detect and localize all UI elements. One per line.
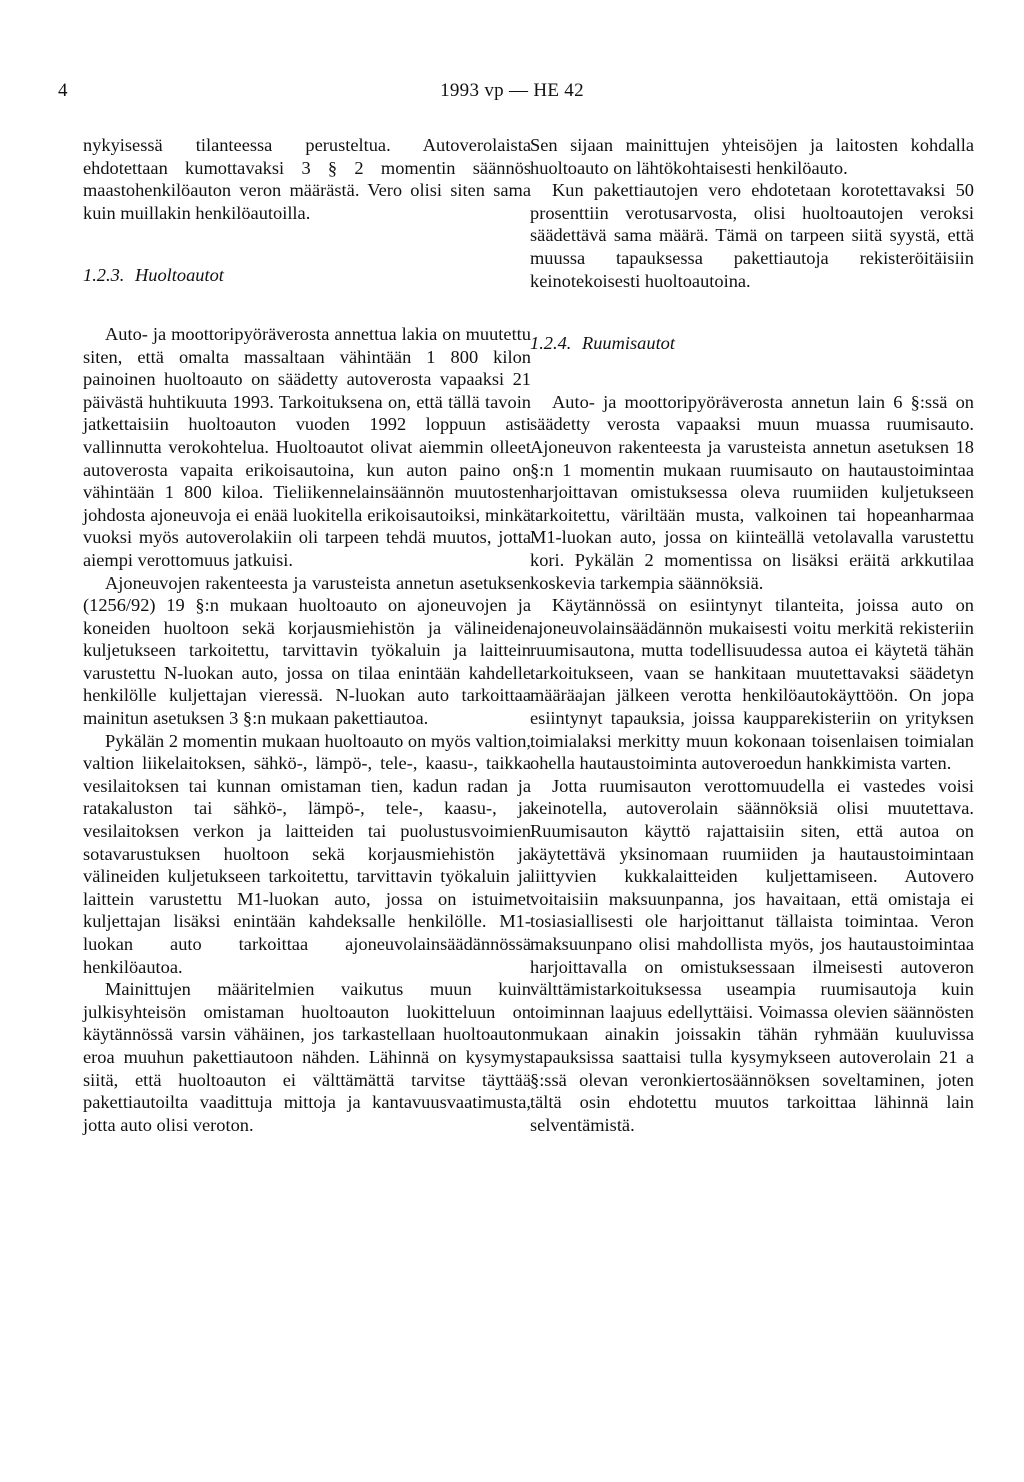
- section-heading-huoltoautot: [83, 264, 531, 287]
- running-head: 1993 vp — HE 42: [440, 80, 584, 101]
- section-heading-ruumisautot: [530, 332, 974, 355]
- paragraph: Jotta ruumisauton verottomuudella ei vastedes voisi keinotella, autoverolain säännöksiä olisi muutettava. Ruumisauton käyttö rajattaisiin siten, että autoa on käytettävä yksinomaan ruumiiden ja hautaustoimintaan liittyvien kukkalaitteiden kuljettamiseen. Autovero voitaisiin maksuunpanna, jos havaitaan, että omistaja ei tosiasiallisesti ole harjoittanut tällaista toimintaa. Veron maksuunpano olisi mahdollista myös, jos hautaustoimintaa harjoittavalla on omistuksessaan ilmeisesti autoveron välttämistarkoituksessa useampia ruumisautoja kuin toiminnan laajuus edellyttäisi. Voimassa olevien säännösten mukaan ainakin joissakin tähän ryhmään kuuluvissa tapauksissa saattaisi tulla kysymykseen autoverolain 21 a §:ssä olevan veronkiertosäännöksen soveltaminen, joten tältä osin ehdotettu muutos tarkoittaa lähinnä lain selventämistä.: [530, 775, 974, 1135]
- left-column: [83, 134, 531, 1136]
- paragraph: Kun pakettiautojen vero ehdotetaan korotettavaksi 50 prosenttiin verotusarvosta, olisi huoltoautojen veroksi säädettävä sama määrä. Tämä on tarpeen siitä syystä, että muussa tapauksessa pakettiautoja rekisteröitäisiin keinotekoisesti huoltoautoina.: [530, 180, 974, 291]
- section-number: 1.2.3.: [83, 265, 125, 286]
- section-title: Ruumisautot: [582, 333, 675, 354]
- paragraph: Auto- ja moottoripyöräverosta annettua lakia on muutettu siten, että omalta massaltaan vähintään 1 800 kilon painoinen huoltoauto on säädetty autoverosta vapaaksi 21 päivästä huhtikuuta 1993. Tarkoituksena on, että tällä tavoin jatkettaisiin huoltoauton vuoden 1992 loppuun asti vallinnutta verokohtelua. Huoltoautot olivat aiemmin olleet autoverosta vapaita erikoisautoina, kun auton paino on vähintään 1 800 kiloa. Tieliikennelainsäännön muutosten johdosta ajoneuvoja ei enää luokitella erikoisautoiksi, minkä vuoksi myös autoverolakiin oli tarpeen tehdä muutos, jotta aiempi verottomuus jatkuisi.: [83, 323, 531, 570]
- paragraph: Mainittujen määritelmien vaikutus muun kuin julkisyhteisön omistaman huoltoauton luokitteluun on käytännössä varsin vähäinen, jos tarkastellaan huoltoauton eroa muuhun pakettiautoon nähden. Lähinnä on kysymys siitä, että huoltoauton ei välttämättä tarvitse täyttää pakettiautoilta vaadittuja mittoja ja kantavuusvaatimusta, jotta auto olisi veroton.: [83, 979, 531, 1135]
- paragraph: Sen sijaan mainittujen yhteisöjen ja laitosten kohdalla huoltoauto on lähtökohtaisesti henkilöauto.: [530, 135, 974, 178]
- paragraph: Käytännössä on esiintynyt tilanteita, joissa auto on ajoneuvolainsäädännön mukaisesti voitu merkitä rekisteriin ruumisautona, mutta todellisuudessa autoa ei käytetä tähän tarkoitukseen, vaan se hankitaan muutettavaksi säädetyn määräajan jälkeen verotta henkilöautokäyttöön. On jopa esiintynyt tapauksia, joissa kaupparekisteriin on yrityksen toimialaksi merkitty muun kokonaan toisenlaisen toimialan ohella hautaustoiminta autoveroedun hankkimista varten.: [530, 595, 974, 774]
- right-column: [530, 134, 974, 1136]
- paragraph: Pykälän 2 momentin mukaan huoltoauto on myös valtion, valtion liikelaitoksen, sähkö-, lämpö-, tele-, kaasu-, taikka vesilaitoksen tai kunnan omistaman tien, kadun radan ja ratakaluston tai sähkö-, lämpö-, tele-, kaasu-, ja vesilaitoksen verkon ja laitteiden tai puolustusvoimien sotavarustuksen huoltoon sekä korjausmiehistön ja välineiden kuljetukseen tarkoitettu, tarvittavin työkaluin ja laittein varustettu M1-luokan auto, jossa on istuimet kuljettajan lisäksi enintään kahdeksalle henkilölle. M1-luokan auto tarkoittaa ajoneuvolainsäädännössä henkilöautoa.: [83, 730, 532, 977]
- section-number: 1.2.4.: [530, 333, 572, 354]
- paragraph: Ajoneuvojen rakenteesta ja varusteista annetun asetuksen (1256/92) 19 §:n mukaan huoltoauto on ajoneuvojen ja koneiden huoltoon sekä korjausmiehistön ja välineiden kuljetukseen tarkoitettu, tarvittavin työkaluin ja laittein varustettu N-luokan auto, jossa on tilaa enintään kahdelle henkilölle kuljettajan vieressä. N-luokan auto tarkoittaa mainitun asetuksen 3 §:n mukaan pakettiautoa.: [83, 572, 531, 729]
- paragraph: Auto- ja moottoripyöräverosta annetun lain 6 §:ssä on säädetty verosta vapaaksi muun muassa ruumisauto. Ajoneuvon rakenteesta ja varusteista annetun asetuksen 18 §:n 1 momentin mukaan ruumisauto on hautaustoimintaa harjoittavan omistuksessa oleva ruumiiden kuljetukseen tarkoitettu, väriltään musta, valkoinen tai hopeanharmaa M1-luokan auto, jossa on kiinteällä vetolavalla varustettu kori. Pykälän 2 momentissa on lisäksi eräitä arkkutilaa koskevia tarkempia säännöksiä.: [530, 391, 974, 593]
- page-number: 4: [58, 80, 68, 101]
- section-title: Huoltoautot: [135, 265, 224, 286]
- paragraph: nykyisessä tilanteessa perusteltua. Autoverolaista ehdotettaan kumottavaksi 3 § 2 momentin säännös maastohenkilöauton veron määrästä. Vero olisi siten sama kuin muillakin henkilöautoilla.: [83, 135, 531, 223]
